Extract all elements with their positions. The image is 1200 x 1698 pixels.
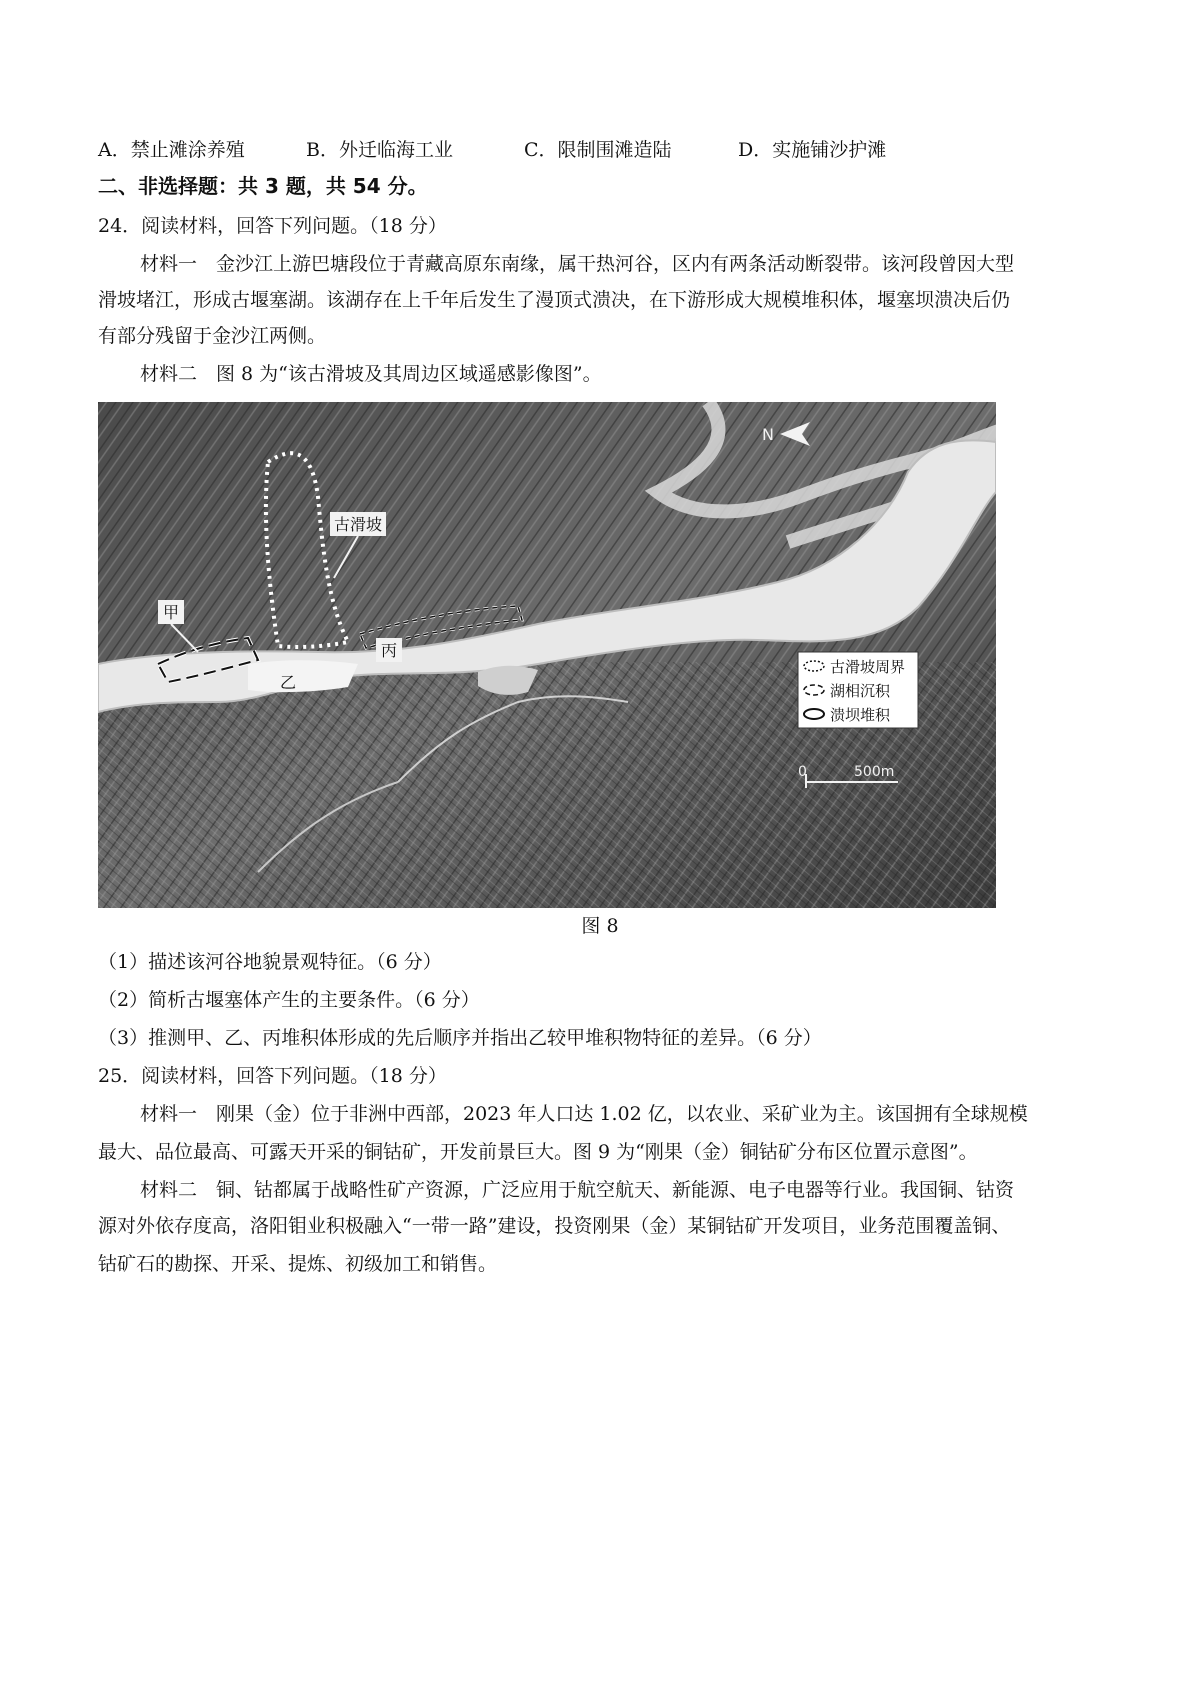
- q24-sub2: （2）简析古堰塞体产生的主要条件。（6 分）: [98, 989, 480, 1011]
- option-d: D．实施铺沙护滩: [738, 139, 887, 161]
- legend-landslide-boundary: 古滑坡周界: [830, 658, 906, 676]
- q25-stem: 25．阅读材料，回答下列问题。（18 分）: [98, 1065, 447, 1087]
- option-a: A．禁止滩涂养殖: [98, 139, 245, 161]
- q24-material2: 材料二 图 8 为“该古滑坡及其周边区域遥感影像图”。: [140, 363, 602, 385]
- q25-material1-line2: 最大、品位最高、可露天开采的铜钴矿，开发前景巨大。图 9 为“刚果（金）铜钴矿分布区位置示意图”。: [98, 1141, 978, 1163]
- q25-material2-line1: 材料二 铜、钴都属于战略性矿产资源，广泛应用于航空航天、新能源、电子电器等行业。我国铜、钴资: [140, 1179, 1015, 1201]
- q24-material1-line3: 有部分残留于金沙江两侧。: [98, 325, 327, 347]
- q25-material2-line2: 源对外依存度高，洛阳钼业积极融入“一带一路”建设，投资刚果（金）某铜钴矿开发项目，业务范围覆盖铜、: [98, 1215, 1011, 1237]
- q24-material1-line2: 滑坡堵江，形成古堰塞湖。该湖存在上千年后发生了漫顶式溃决，在下游形成大规模堆积体，堰塞坝溃决后仍: [98, 289, 1011, 311]
- figure-8-satellite-image: [98, 402, 996, 908]
- option-b: B．外迁临海工业: [306, 139, 453, 161]
- figure-label-bing: 丙: [380, 641, 398, 660]
- figure-label-jia: 甲: [162, 603, 180, 622]
- q24-material1-line1: 材料一 金沙江上游巴塘段位于青藏高原东南缘，属干热河谷，区内有两条活动断裂带。该河段曾因大型: [140, 253, 1015, 275]
- q25-material2-line3: 钴矿石的勘探、开采、提炼、初级加工和销售。: [98, 1253, 498, 1275]
- figure-8-caption: 图 8: [581, 915, 619, 937]
- figure-label-yi: 乙: [279, 673, 297, 692]
- q24-stem: 24．阅读材料，回答下列问题。（18 分）: [98, 215, 447, 237]
- legend-dam-break-deposit: 溃坝堆积: [830, 706, 891, 724]
- legend-lake-deposit: 湖相沉积: [830, 682, 891, 700]
- figure-legend: [798, 652, 918, 728]
- option-c: C．限制围滩造陆: [524, 139, 672, 161]
- section-heading: 二、非选择题：共 3 题，共 54 分。: [98, 174, 428, 198]
- q24-sub1: （1）描述该河谷地貌景观特征。（6 分）: [98, 951, 442, 973]
- north-label: N: [762, 425, 774, 444]
- scale-length: 500m: [854, 764, 895, 780]
- q25-material1-line1: 材料一 刚果（金）位于非洲中西部，2023 年人口达 1.02 亿，以农业、采矿业为主。该国拥有全球规模: [140, 1103, 1028, 1125]
- scale-zero: 0: [798, 764, 807, 780]
- figure-label-ancient-landslide: 古滑坡: [333, 515, 383, 534]
- q24-sub3: （3）推测甲、乙、丙堆积体形成的先后顺序并指出乙较甲堆积物特征的差异。（6 分）: [98, 1027, 822, 1049]
